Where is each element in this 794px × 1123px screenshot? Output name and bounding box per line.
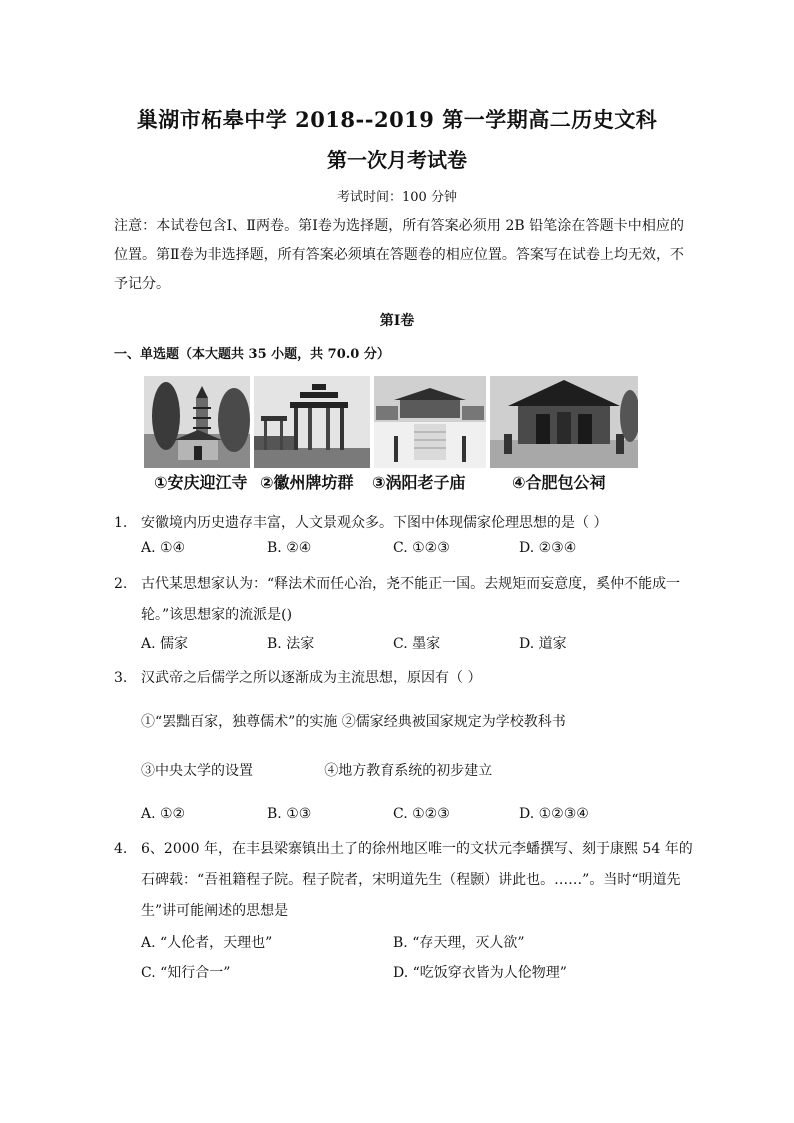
question-number: 3.: [114, 670, 128, 686]
option-b[interactable]: B. ②④: [267, 540, 312, 556]
exam-subtitle: 第一次月考试卷: [327, 148, 467, 172]
question-text: 汉武帝之后儒学之所以逐渐成为主流思想，原因有（ ）: [141, 670, 482, 686]
question-2: [114, 569, 694, 631]
photo-baogong-shrine: [490, 376, 638, 468]
question-1-options: [141, 540, 701, 562]
option-b[interactable]: B. “存天理，灭人欲”: [393, 935, 525, 951]
question-number: 4.: [114, 841, 128, 857]
photo-caption-4: ④合肥包公祠: [512, 473, 606, 492]
photo-laozi-temple: [374, 376, 486, 468]
photo-caption-1: ①安庆迎江寺: [154, 473, 248, 492]
question-3-statements-1: ①“罢黜百家，独尊儒术”的实施 ②儒家经典被国家规定为学校教科书: [141, 714, 566, 730]
question-2-options: [141, 633, 701, 655]
question-text: 古代某思想家认为：“释法术而任心治，尧不能正一国。去规矩而妄意度，奚仲不能成一轮。”该思想家的流派是(): [141, 576, 681, 623]
option-a[interactable]: A. ①④: [141, 540, 186, 556]
option-a[interactable]: A. “人伦者，天理也”: [141, 935, 273, 951]
option-c[interactable]: C. 墨家: [393, 636, 441, 652]
landmark-photo-strip: [144, 376, 638, 494]
exam-title: 巢湖市柘皋中学 2018--2019 第一学期高二历史文科: [136, 107, 658, 132]
option-a[interactable]: A. ①②: [141, 806, 186, 822]
photo-huizhou-archways: [254, 376, 370, 468]
section-title: 一、单选题（本大题共 35 小题，共 70.0 分）: [114, 347, 390, 362]
question-4-options-row2: [141, 962, 701, 984]
volume-title: 第Ⅰ卷: [379, 313, 415, 329]
question-4-options-row1: [141, 932, 701, 954]
photo-yingjiang-temple: [144, 376, 250, 468]
exam-notice: 注意：本试卷包含Ⅰ、Ⅱ两卷。第Ⅰ卷为选择题，所有答案必须用 2B 铅笔涂在答题卡中相应的位置。第Ⅱ卷为非选择题，所有答案必须填在答题卷的相应位置。答案写在试卷上均无效，不予记分。: [114, 218, 684, 292]
question-3-statements-2: ③中央太学的设置 ④地方教育系统的初步建立: [141, 763, 493, 779]
option-a[interactable]: A. 儒家: [141, 636, 189, 652]
question-text: 安徽境内历史遗存丰富，人文景观众多。下图中体现儒家伦理思想的是（ ）: [141, 515, 608, 531]
photo-caption-2: ②徽州牌坊群: [260, 473, 354, 492]
question-3-options: [141, 806, 701, 828]
option-c[interactable]: C. ①②③: [393, 540, 450, 556]
option-d[interactable]: D. ②③④: [519, 540, 577, 556]
option-d[interactable]: D. “吃饭穿衣皆为人伦物理”: [393, 965, 567, 981]
photo-caption-3: ③涡阳老子庙: [372, 473, 466, 492]
option-d[interactable]: D. ①②③④: [519, 806, 589, 822]
exam-duration: 考试时间：100 分钟: [337, 190, 457, 205]
question-4: [114, 834, 694, 927]
option-d[interactable]: D. 道家: [519, 636, 567, 652]
question-number: 2.: [114, 576, 128, 592]
question-text: 6、2000 年，在丰县梁寨镇出土了的徐州地区唯一的文状元李蟠撰写、刻于康熙 54 年的石碑载：“吾祖籍程子院。程子院者，宋明道先生（程颢）讲此也。……”。当时“明道先生”讲可能阐述的思想是: [141, 841, 693, 919]
question-number: 1.: [114, 515, 128, 531]
option-c[interactable]: C. ①②③: [393, 806, 450, 822]
option-b[interactable]: B. ①③: [267, 806, 312, 822]
option-b[interactable]: B. 法家: [267, 636, 315, 652]
option-c[interactable]: C. “知行合一”: [141, 965, 231, 981]
